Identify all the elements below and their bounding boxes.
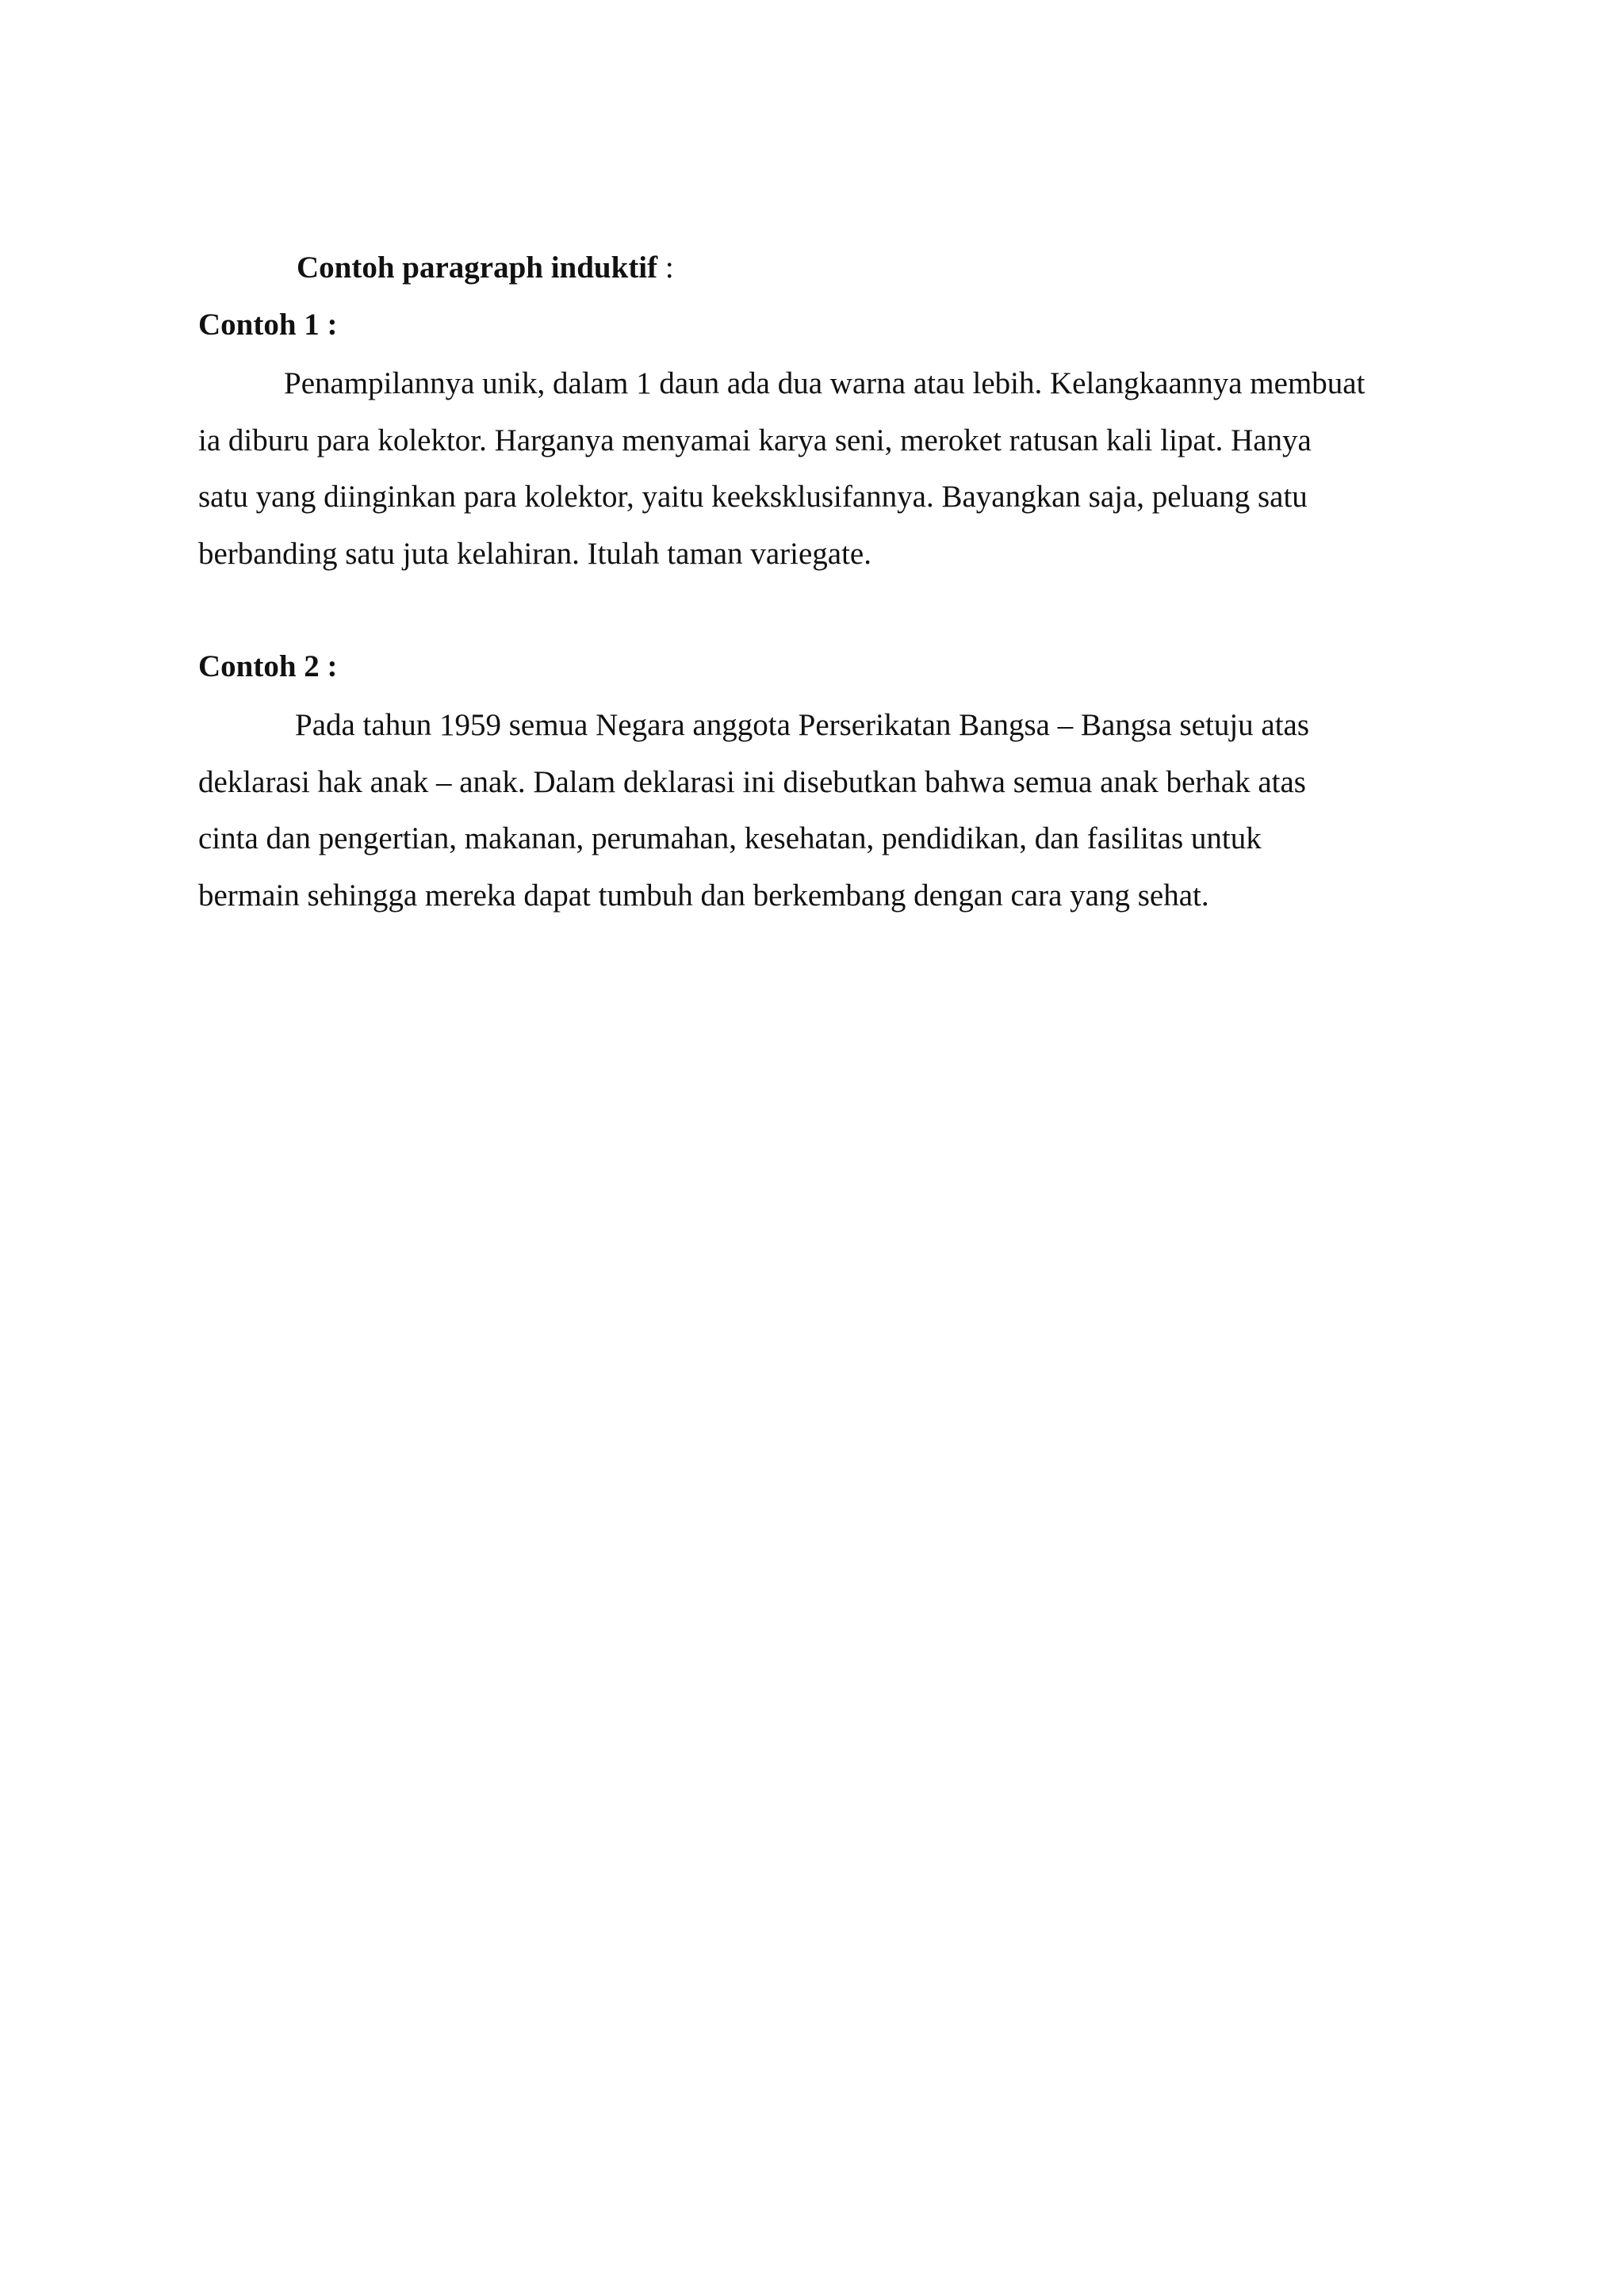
document-title-bold: Contoh paragraph induktif xyxy=(297,251,658,285)
paragraph-line: Pada tahun 1959 semua Negara anggota Perserikatan Bangsa – Bangsa setuju atas xyxy=(295,708,1310,742)
paragraph-contoh-2 xyxy=(198,697,1451,924)
paragraph-line: berbanding satu juta kelahiran. Itulah taman variegate. xyxy=(198,536,871,571)
paragraph-line: deklarasi hak anak – anak. Dalam deklarasi ini disebutkan bahwa semua anak berhak atas xyxy=(198,764,1306,799)
paragraph-line: ia diburu para kolektor. Harganya menyamai karya seni, meroket ratusan kali lipat. Hanya xyxy=(198,423,1312,457)
section-heading-contoh-1: Contoh 1 : xyxy=(198,308,338,342)
paragraph-line: cinta dan pengertian, makanan, perumahan, kesehatan, pendidikan, dan fasilitas untuk xyxy=(198,821,1262,855)
paragraph-contoh-1 xyxy=(198,355,1451,582)
paragraph-line: Penampilannya unik, dalam 1 daun ada dua warna atau lebih. Kelangkaannya membuat xyxy=(284,366,1365,400)
section-heading-contoh-2: Contoh 2 : xyxy=(198,649,338,683)
document-title-colon: : xyxy=(657,251,674,285)
paragraph-line: bermain sehingga mereka dapat tumbuh dan berkembang dengan cara yang sehat. xyxy=(198,878,1209,913)
paragraph-line: satu yang diinginkan para kolektor, yaitu keeksklusifannya. Bayangkan saja, peluang satu xyxy=(198,480,1308,514)
document-title xyxy=(297,247,674,289)
